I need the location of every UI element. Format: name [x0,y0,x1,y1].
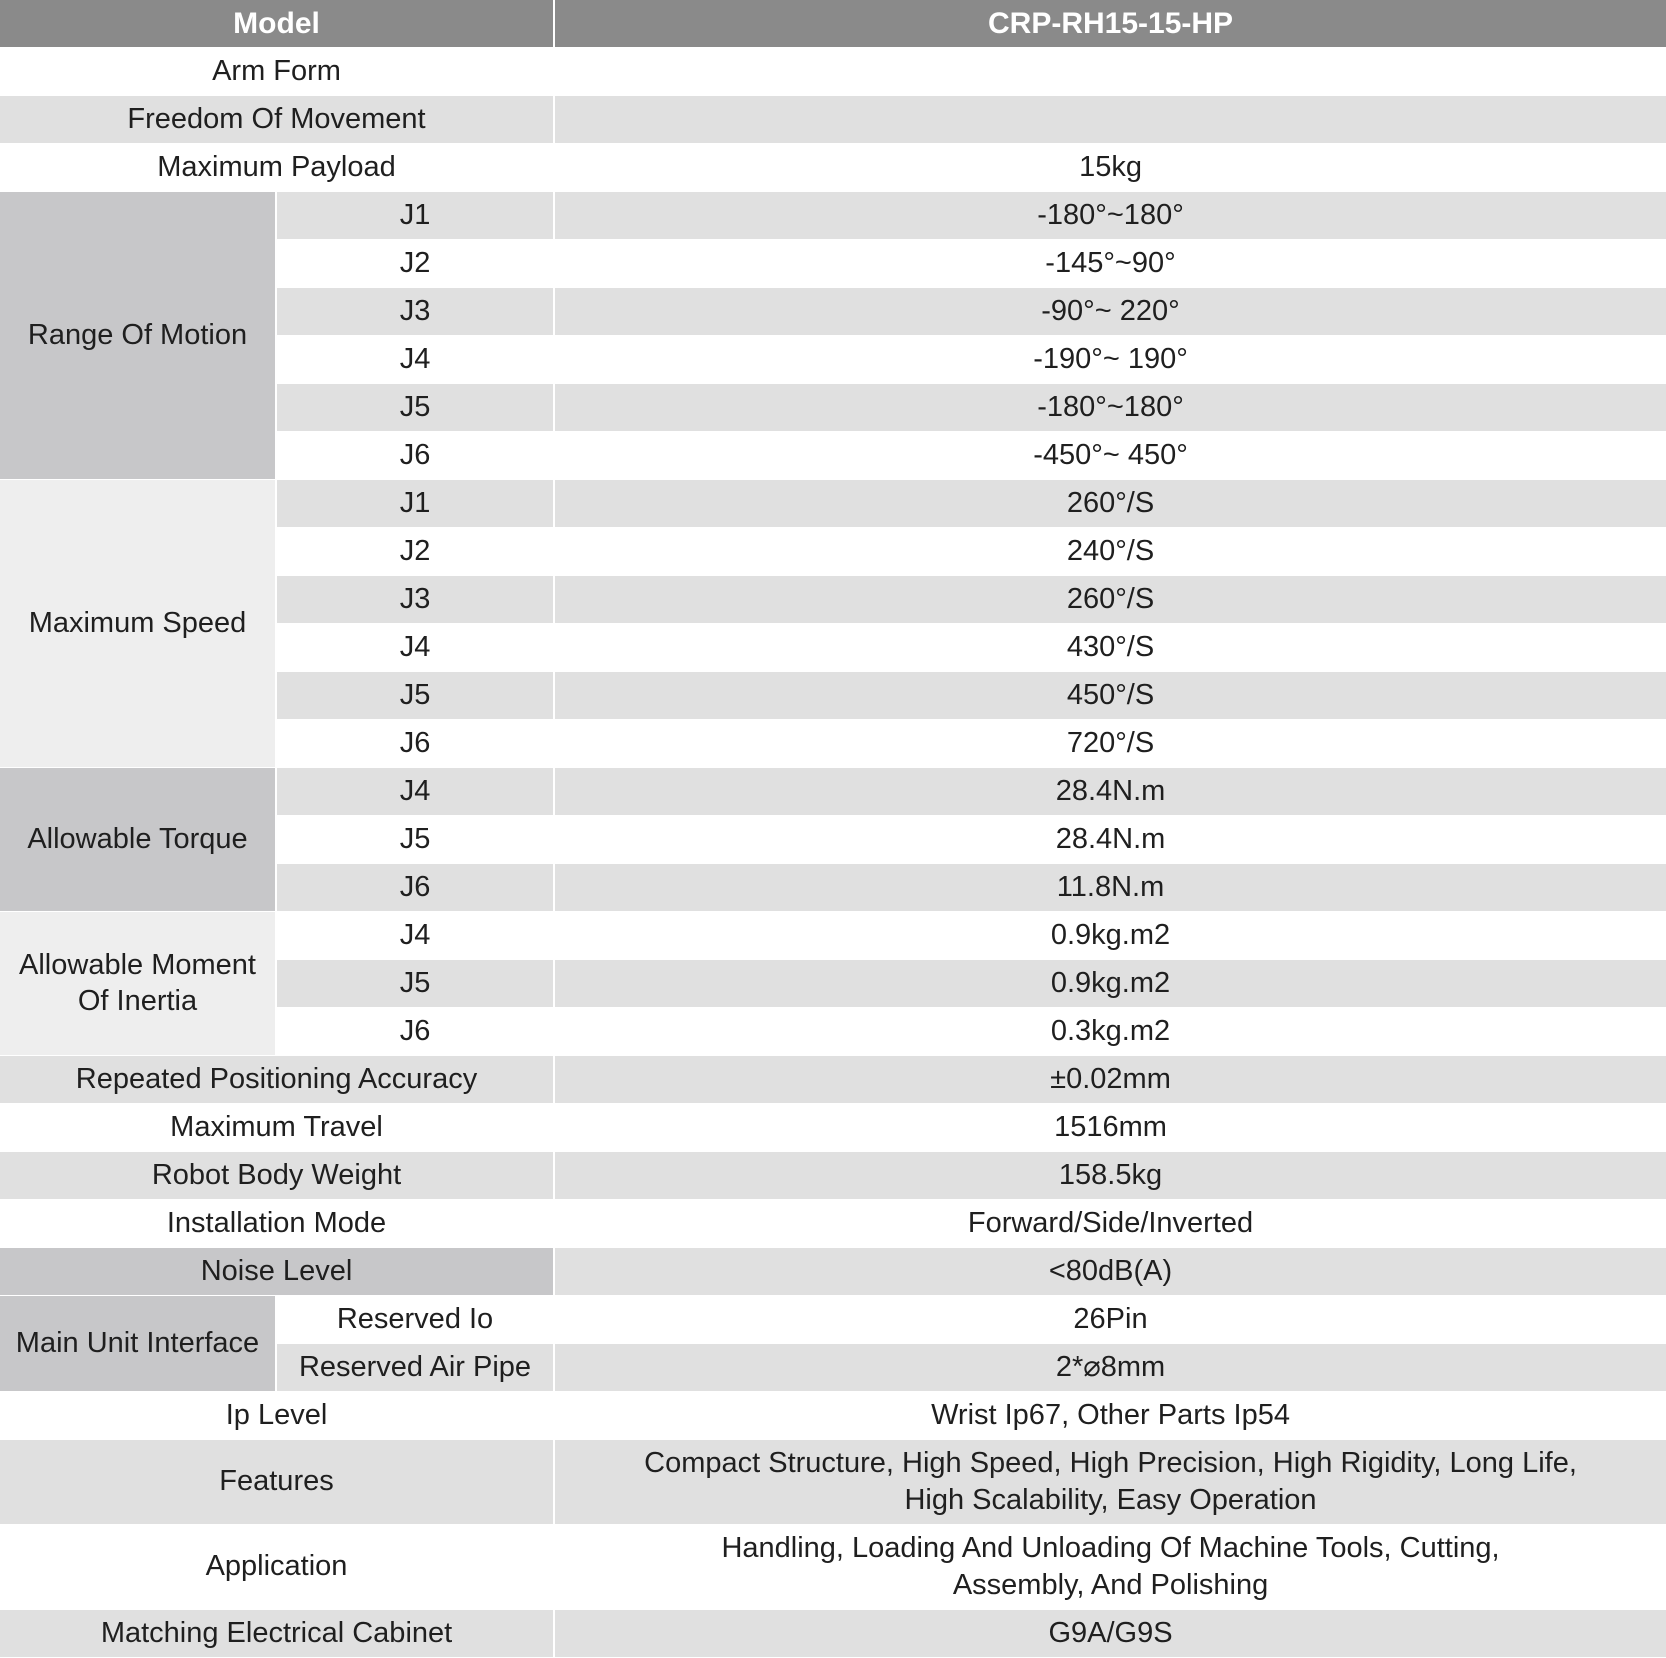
group-label-line: Allowable Moment [19,948,256,981]
row-label: Freedom Of Movement [0,95,554,143]
sub-label: Reserved Io [276,1295,554,1343]
joint-label: J5 [276,383,554,431]
row-label: Maximum Travel [0,1103,554,1151]
row-value: Wrist Ip67, Other Parts Ip54 [554,1391,1666,1439]
value-line: Assembly, And Polishing [952,1568,1269,1601]
joint-label: J4 [276,911,554,959]
row-value: -190°~ 190° [554,335,1666,383]
table-row [0,1103,1666,1151]
row-value [554,47,1666,95]
table-row [0,1439,1666,1524]
row-value [554,95,1666,143]
joint-label: J4 [276,623,554,671]
row-value: 1516mm [554,1103,1666,1151]
row-value: -180°~180° [554,191,1666,239]
table-row [0,1055,1666,1103]
row-value: 450°/S [554,671,1666,719]
joint-label: J5 [276,671,554,719]
group-label-main-unit-interface: Main Unit Interface [0,1295,276,1391]
joint-label: J3 [276,575,554,623]
row-value [554,1439,1666,1524]
joint-label: J6 [276,719,554,767]
table-row [0,1524,1666,1609]
header-model-label: Model [0,0,554,47]
value-line: Compact Structure, High Speed, High Precision, High Rigidity, Long Life, [644,1447,1577,1480]
joint-label: J6 [276,1007,554,1055]
row-value [554,1524,1666,1609]
group-label-range-of-motion: Range Of Motion [0,191,276,479]
joint-label: J5 [276,815,554,863]
row-value: 240°/S [554,527,1666,575]
row-label: Noise Level [0,1247,554,1295]
row-value: -450°~ 450° [554,431,1666,479]
row-value: 11.8N.m [554,863,1666,911]
row-value: 28.4N.m [554,767,1666,815]
table-row [0,1295,1666,1343]
row-value: 260°/S [554,479,1666,527]
row-value: -180°~180° [554,383,1666,431]
table-row [0,1247,1666,1295]
row-value: 0.3kg.m2 [554,1007,1666,1055]
joint-label: J4 [276,767,554,815]
row-label: Features [0,1439,554,1524]
value-line: High Scalability, Easy Operation [904,1483,1317,1516]
row-label: Maximum Payload [0,143,554,191]
group-label-maximum-speed: Maximum Speed [0,479,276,767]
row-label: Installation Mode [0,1199,554,1247]
row-value: 0.9kg.m2 [554,959,1666,1007]
joint-label: J2 [276,527,554,575]
table-row [0,47,1666,95]
table-row [0,1609,1666,1657]
row-value: 158.5kg [554,1151,1666,1199]
row-value: -145°~90° [554,239,1666,287]
row-value: 260°/S [554,575,1666,623]
row-value: 2*⌀8mm [554,1343,1666,1391]
joint-label: J2 [276,239,554,287]
group-label-allowable-torque: Allowable Torque [0,767,276,911]
header-row [0,0,1666,47]
row-value: ±0.02mm [554,1055,1666,1103]
joint-label: J1 [276,479,554,527]
row-value: 430°/S [554,623,1666,671]
header-model-value: CRP-RH15-15-HP [554,0,1666,47]
row-value: -90°~ 220° [554,287,1666,335]
table-row [0,191,1666,239]
joint-label: J1 [276,191,554,239]
row-label: Arm Form [0,47,554,95]
joint-label: J6 [276,863,554,911]
joint-label: J5 [276,959,554,1007]
row-label: Matching Electrical Cabinet [0,1609,554,1657]
table-row [0,1199,1666,1247]
joint-label: J4 [276,335,554,383]
value-line: Handling, Loading And Unloading Of Machine Tools, Cutting, [721,1532,1500,1565]
row-label: Ip Level [0,1391,554,1439]
row-label: Robot Body Weight [0,1151,554,1199]
row-value: <80dB(A) [554,1247,1666,1295]
joint-label: J3 [276,287,554,335]
table-row [0,95,1666,143]
row-value: G9A/G9S [554,1609,1666,1657]
table-row [0,479,1666,527]
row-value: 15kg [554,143,1666,191]
row-value: Forward/Side/Inverted [554,1199,1666,1247]
row-value: 26Pin [554,1295,1666,1343]
table-row [0,1151,1666,1199]
sub-label: Reserved Air Pipe [276,1343,554,1391]
row-value: 720°/S [554,719,1666,767]
joint-label: J6 [276,431,554,479]
group-label-line: Of Inertia [77,985,198,1017]
table-row [0,1391,1666,1439]
table-row [0,767,1666,815]
table-row [0,911,1666,959]
row-value: 28.4N.m [554,815,1666,863]
row-value: 0.9kg.m2 [554,911,1666,959]
group-label-allowable-inertia [0,911,276,1055]
row-label: Repeated Positioning Accuracy [0,1055,554,1103]
row-label: Application [0,1524,554,1609]
table-row [0,143,1666,191]
